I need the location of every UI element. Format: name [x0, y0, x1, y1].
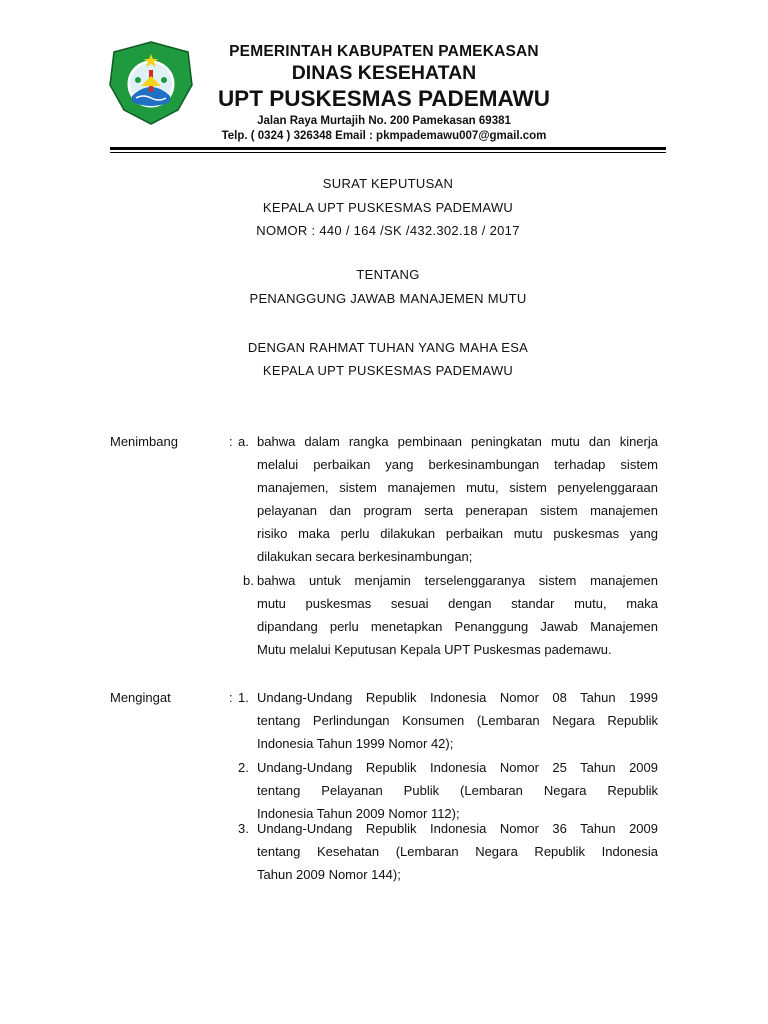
- issuer-repeat: KEPALA UPT PUSKESMAS PADEMAWU: [262, 363, 514, 378]
- text-line: pelayanan dan program serta penerapan sistem manajemen: [257, 503, 658, 518]
- government-name: PEMERINTAH KABUPATEN PAMEKASAN: [229, 43, 539, 60]
- menimbang-item-b: [257, 569, 658, 661]
- text-line: tentang Perlindungan Konsumen (Lembaran Negara Republik: [257, 713, 658, 728]
- text-line: Mutu melalui Keputusan Kepala UPT Puskesmas pademawu.: [257, 642, 612, 657]
- pamekasan-emblem-logo: [108, 40, 194, 126]
- mengingat-label: Mengingat: [110, 690, 171, 705]
- mengingat-marker-2: 2.: [238, 760, 249, 775]
- about-heading: TENTANG: [356, 267, 420, 282]
- address-line: Jalan Raya Murtajih No. 200 Pamekasan 69381: [257, 115, 511, 127]
- menimbang-marker-b: b.: [243, 573, 254, 588]
- text-line: tentang Pelayanan Publik (Lembaran Negara Republik: [257, 783, 658, 798]
- text-line: melalui perbaikan yang berkesinambungan terhadap sistem: [257, 457, 658, 472]
- mengingat-item-3: [257, 817, 658, 886]
- text-line: Undang-Undang Republik Indonesia Nomor 08 Tahun 1999: [257, 690, 658, 705]
- blessing-line: DENGAN RAHMAT TUHAN YANG MAHA ESA: [247, 340, 529, 355]
- menimbang-marker-a: a.: [238, 434, 249, 449]
- text-line: Tahun 2009 Nomor 144);: [257, 867, 401, 882]
- document-issuer: KEPALA UPT PUSKESMAS PADEMAWU: [262, 200, 514, 215]
- text-line: mutu puskesmas sesuai dengan standar mutu, maka: [257, 596, 658, 611]
- text-line: Undang-Undang Republik Indonesia Nomor 25 Tahun 2009: [257, 760, 658, 775]
- unit-name: UPT PUSKESMAS PADEMAWU: [217, 86, 551, 111]
- menimbang-colon: :: [229, 434, 233, 449]
- mengingat-colon: :: [229, 690, 233, 705]
- text-line: Indonesia Tahun 1999 Nomor 42);: [257, 736, 454, 751]
- agency-name: DINAS KESEHATAN: [291, 62, 477, 84]
- text-line: manajemen, sistem manajemen mutu, sistem penyelenggaraan: [257, 480, 658, 495]
- letterhead: [200, 42, 568, 144]
- document-type: SURAT KEPUTUSAN: [322, 176, 454, 191]
- text-line: dilakukan secara berkesinambungan;: [257, 549, 473, 564]
- text-line: risiko maka perlu dilakukan perbaikan mutu puskesmas yang: [257, 526, 658, 541]
- letterhead-divider-thick: [110, 147, 666, 150]
- text-line: Undang-Undang Republik Indonesia Nomor 36 Tahun 2009: [257, 821, 658, 836]
- menimbang-label: Menimbang: [110, 434, 178, 449]
- mengingat-marker-1: 1.: [238, 690, 249, 705]
- document-number: NOMOR : 440 / 164 /SK /432.302.18 / 2017: [256, 223, 520, 238]
- text-line: dipandang perlu menetapkan Penanggung Jawab Manajemen: [257, 619, 658, 634]
- text-line: Indonesia Tahun 2009 Nomor 112);: [257, 806, 460, 821]
- text-line: bahwa untuk menjamin terselenggaranya sistem manajemen: [257, 573, 658, 588]
- mengingat-item-1: [257, 686, 658, 755]
- contact-line: Telp. ( 0324 ) 326348 Email : pkmpademawu007@gmail.com: [221, 130, 547, 142]
- mengingat-marker-3: 3.: [238, 821, 249, 836]
- text-line: bahwa dalam rangka pembinaan peningkatan mutu dan kinerja: [257, 434, 658, 449]
- document-subject: PENANGGUNG JAWAB MANAJEMEN MUTU: [249, 291, 527, 306]
- letterhead-divider-thin: [110, 152, 666, 153]
- menimbang-item-a: [257, 430, 658, 568]
- text-line: tentang Kesehatan (Lembaran Negara Republik Indonesia: [257, 844, 658, 859]
- mengingat-item-2: [257, 756, 658, 825]
